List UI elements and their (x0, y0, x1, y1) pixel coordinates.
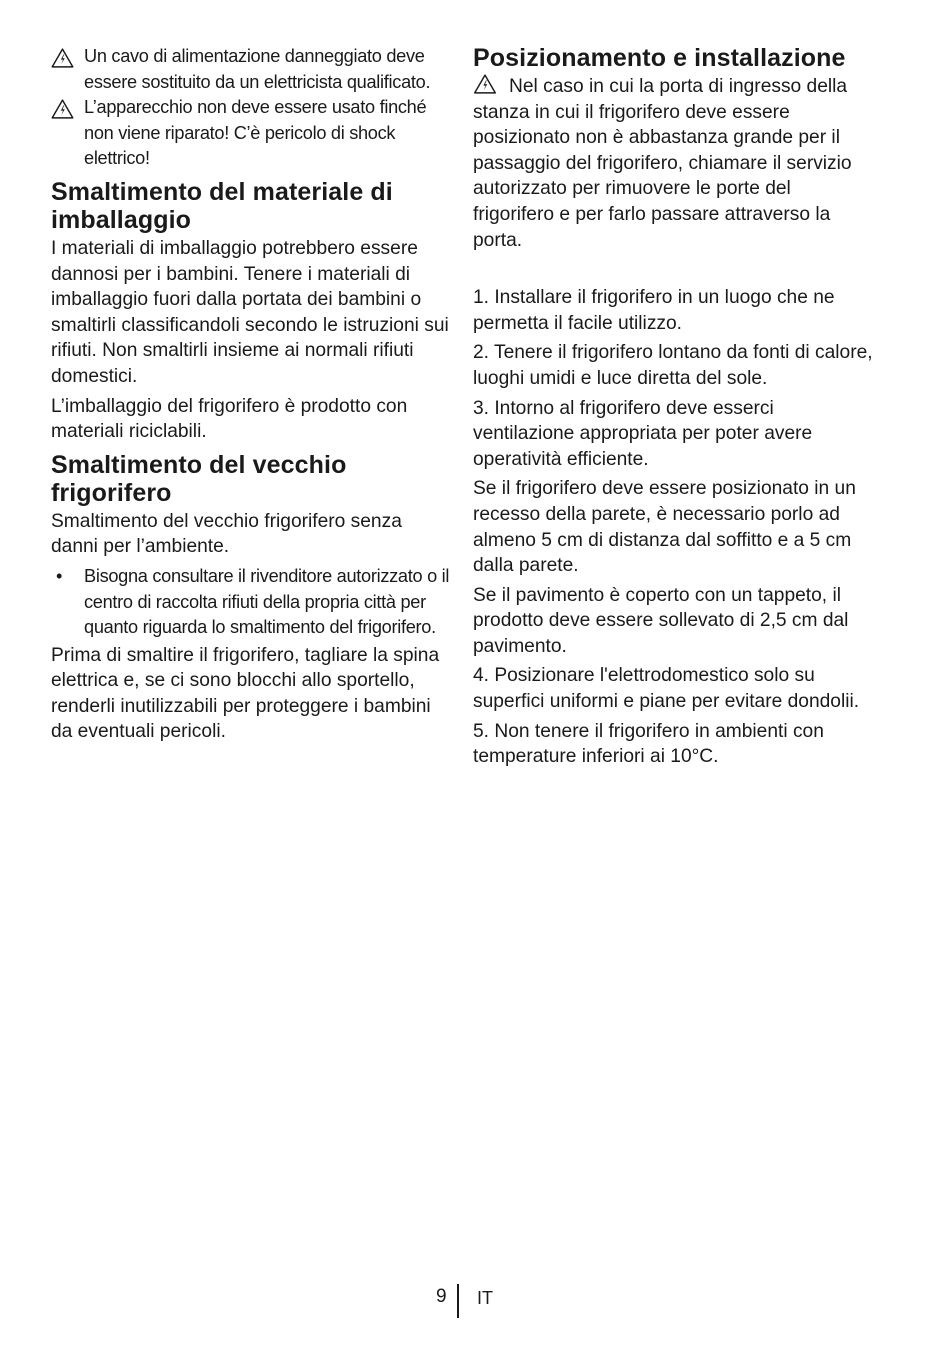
bullet-mark: • (56, 565, 63, 586)
warning-paragraph (473, 74, 873, 253)
section-heading: Smaltimento del materiale di imballaggio (51, 177, 393, 234)
section-heading: Smaltimento del vecchio frigorifero (51, 450, 347, 507)
warning-icon (51, 99, 74, 119)
warning-text: L’apparecchio non deve essere usato finché non viene riparato! C’è pericolo di shock elettrico! (84, 97, 427, 169)
paragraph: I materiali di imballaggio potrebbero essere dannosi per i bambini. Tenere i materiali di imballaggio fuori dalla portata dei bambini o smaltirli classificandoli secondo le istruzioni sui rifiuti. Non smaltirli insieme ai normali rifiuti domestici. (51, 237, 449, 387)
page-footer (0, 1282, 950, 1322)
bullet-item (51, 564, 451, 641)
list-item: 5. Non tenere il frigorifero in ambienti con temperature inferiori ai 10°C. (473, 720, 824, 768)
warning-note (51, 95, 451, 172)
spacer (473, 253, 873, 285)
warning-text: Un cavo di alimentazione danneggiato deve essere sostituito da un elettricista qualificato. (84, 46, 431, 92)
left-column (51, 44, 451, 745)
list-item: 1. Installare il frigorifero in un luogo che ne permetta il facile utilizzo. (473, 287, 835, 334)
paragraph: Se il pavimento è coperto con un tappeto, il prodotto deve essere sollevato di 2,5 cm dal pavimento. (473, 584, 849, 657)
section-heading: Posizionamento e installazione (473, 44, 846, 72)
warning-icon (51, 48, 74, 68)
paragraph: Prima di smaltire il frigorifero, tagliare la spina elettrica e, se ci sono blocchi allo sportello, renderli inutilizzabili per proteggere i bambini da eventuali pericoli. (51, 644, 440, 743)
right-column (473, 44, 873, 770)
paragraph: Smaltimento del vecchio frigorifero senza danni per l’ambiente. (51, 510, 402, 558)
warning-note (51, 44, 451, 95)
list-item: 3. Intorno al frigorifero deve esserci ventilazione appropriata per poter avere operatività efficiente. (473, 397, 813, 470)
bullet-text: Bisogna consultare il rivenditore autorizzato o il centro di raccolta rifiuti della propria città per quanto riguarda lo smaltimento del frigorifero. (84, 565, 450, 638)
paragraph: L’imballaggio del frigorifero è prodotto con materiali riciclabili. (51, 395, 408, 443)
list-item: 2. Tenere il frigorifero lontano da fonti di calore, luoghi umidi e luce diretta del sole. (473, 342, 873, 389)
paragraph: Se il frigorifero deve essere posizionato in un recesso della parete, è necessario porlo ad almeno 5 cm di distanza dal soffitto e a 5 cm dalla parete. (473, 478, 856, 577)
language-code: IT (477, 1288, 493, 1308)
list-item: 4. Posizionare l'elettrodomestico solo su superfici uniformi e piane per evitare dondolii. (473, 665, 860, 713)
footer-divider (457, 1284, 459, 1318)
warning-text: Nel caso in cui la porta di ingresso della stanza in cui il frigorifero deve essere posizionato non è abbastanza grande per il passaggio del frigorifero, chiamare il servizio autorizzato per rimuovere le porte del frigorifero e per farlo passare attraverso la porta. (473, 76, 852, 251)
warning-icon (473, 74, 497, 94)
page-number: 9 (436, 1286, 447, 1307)
